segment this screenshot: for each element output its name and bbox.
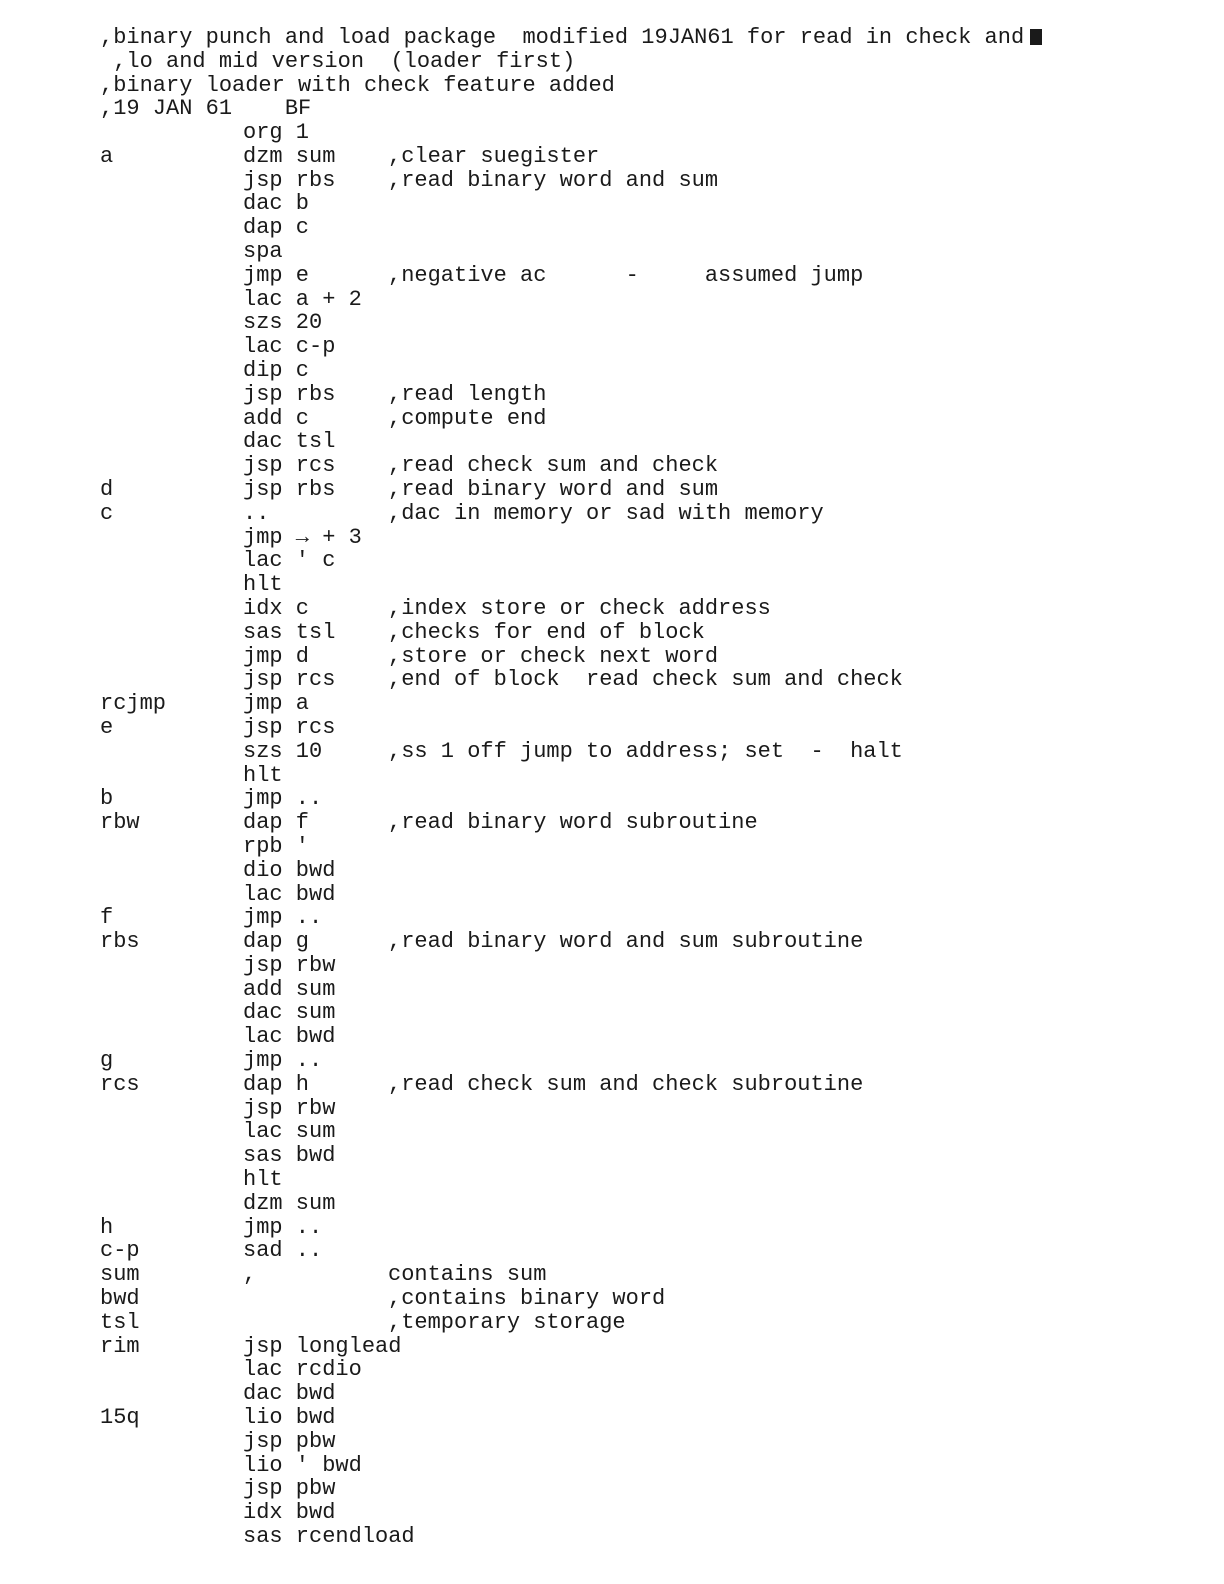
listing-row <box>0 859 1224 883</box>
row-comment: ,read binary word and sum subroutine <box>388 929 864 955</box>
row-instruction: dap g <box>243 929 310 955</box>
row-instruction: dio bwd <box>243 857 336 883</box>
row-comment: ,store or check next word <box>388 643 719 669</box>
row-instruction: jmp .. <box>243 905 323 931</box>
listing-row <box>0 359 1224 383</box>
row-instruction: lac bwd <box>243 1024 336 1050</box>
listing-row <box>0 1073 1224 1097</box>
listing-row <box>0 216 1224 240</box>
listing-row <box>0 454 1224 478</box>
row-instruction: lio ' bwd <box>243 1452 362 1478</box>
row-label: f <box>100 905 114 931</box>
header-line-date: ,19 JAN 61 BF <box>100 96 312 122</box>
row-comment: ,temporary storage <box>388 1309 626 1335</box>
listing-row <box>0 1311 1224 1335</box>
row-instruction: jmp .. <box>243 1048 323 1074</box>
row-instruction: .. <box>243 500 270 526</box>
row-instruction: jmp .. <box>243 786 323 812</box>
row-instruction: jsp rbs <box>243 381 336 407</box>
row-label: rbs <box>100 929 140 955</box>
listing-row <box>0 954 1224 978</box>
row-instruction: hlt <box>243 762 283 788</box>
row-instruction: jmp e <box>243 262 310 288</box>
listing-row <box>0 478 1224 502</box>
listing-row <box>0 1168 1224 1192</box>
row-instruction: sas rcendload <box>243 1524 415 1550</box>
listing-row <box>0 978 1224 1002</box>
listing-row <box>0 621 1224 645</box>
listing-row <box>0 407 1224 431</box>
row-instruction: jsp rcs <box>243 714 336 740</box>
row-comment: ,read binary word and sum <box>388 476 719 502</box>
listing-row <box>0 549 1224 573</box>
row-instruction: dac tsl <box>243 429 336 455</box>
listing-row <box>0 526 1224 550</box>
listing-row <box>0 930 1224 954</box>
row-label: a <box>100 143 114 169</box>
row-instruction: dac b <box>243 191 310 217</box>
listing-row <box>0 1287 1224 1311</box>
row-comment: ,negative ac - assumed jump <box>388 262 864 288</box>
listing-row <box>0 1263 1224 1287</box>
row-instruction: jsp pbw <box>243 1428 336 1454</box>
row-instruction: idx c <box>243 595 310 621</box>
listing-row <box>0 668 1224 692</box>
row-instruction: sas tsl <box>243 619 336 645</box>
listing-row <box>0 716 1224 740</box>
row-instruction: rpb ' <box>243 833 310 859</box>
row-instruction: sas bwd <box>243 1143 336 1169</box>
listing-row <box>0 1358 1224 1382</box>
listing-row <box>0 192 1224 216</box>
row-instruction: jsp rbw <box>243 952 336 978</box>
listing-row <box>0 288 1224 312</box>
listing-row <box>0 597 1224 621</box>
code-listing <box>0 121 1224 1549</box>
row-instruction: dac bwd <box>243 1381 336 1407</box>
row-label: c-p <box>100 1238 140 1264</box>
row-comment: ,checks for end of block <box>388 619 705 645</box>
listing-row <box>0 145 1224 169</box>
listing-row <box>0 1382 1224 1406</box>
row-label: g <box>100 1048 114 1074</box>
listing-row <box>0 1192 1224 1216</box>
row-comment: ,index store or check address <box>388 595 771 621</box>
listing-row <box>0 1216 1224 1240</box>
row-comment: ,ss 1 off jump to address; set - halt <box>388 738 903 764</box>
listing-row <box>0 1144 1224 1168</box>
row-label: e <box>100 714 114 740</box>
row-instruction: dap h <box>243 1071 310 1097</box>
listing-row <box>0 645 1224 669</box>
row-instruction: jmp a <box>243 691 310 717</box>
listing-row <box>0 169 1224 193</box>
listing-row <box>0 1001 1224 1025</box>
row-instruction: add c <box>243 405 310 431</box>
listing-row <box>0 240 1224 264</box>
row-comment: ,clear suegister <box>388 143 600 169</box>
row-instruction: dac sum <box>243 1000 336 1026</box>
listing-row <box>0 740 1224 764</box>
listing-row <box>0 906 1224 930</box>
row-instruction: jmp .. <box>243 1214 323 1240</box>
row-instruction: lac ' c <box>243 548 336 574</box>
row-instruction: jmp → + 3 <box>243 524 362 550</box>
row-comment: contains sum <box>388 1262 547 1288</box>
listing-row <box>0 121 1224 145</box>
ink-mark-icon <box>1030 29 1042 45</box>
row-comment: ,contains binary word <box>388 1286 666 1312</box>
listing-row <box>0 1120 1224 1144</box>
row-instruction: lac a + 2 <box>243 286 362 312</box>
row-label: rbw <box>100 810 140 836</box>
row-comment: ,dac in memory or sad with memory <box>388 500 824 526</box>
row-comment: ,read binary word subroutine <box>388 810 758 836</box>
listing-row <box>0 502 1224 526</box>
listing-row <box>0 1525 1224 1549</box>
row-comment: ,read check sum and check <box>388 453 719 479</box>
row-instruction: org 1 <box>243 120 310 145</box>
row-label: rcs <box>100 1071 140 1097</box>
row-instruction: , <box>243 1262 257 1288</box>
listing-row <box>0 1239 1224 1263</box>
listing-row <box>0 573 1224 597</box>
row-label: sum <box>100 1262 140 1288</box>
header-line-title <box>100 26 1210 50</box>
row-instruction: jsp pbw <box>243 1476 336 1502</box>
row-instruction: dap f <box>243 810 310 836</box>
row-instruction: sad .. <box>243 1238 323 1264</box>
listing-row <box>0 335 1224 359</box>
header-line-feature: ,binary loader with check feature added <box>100 72 615 98</box>
listing-row <box>0 311 1224 335</box>
listing-row <box>0 430 1224 454</box>
listing-row <box>0 264 1224 288</box>
row-instruction: dzm sum <box>243 143 336 169</box>
listing-row <box>0 383 1224 407</box>
listing-row <box>0 1097 1224 1121</box>
row-label: d <box>100 476 114 502</box>
row-instruction: dip c <box>243 357 310 383</box>
row-comment: ,read check sum and check subroutine <box>388 1071 864 1097</box>
listing-row <box>0 764 1224 788</box>
row-instruction: jmp d <box>243 643 310 669</box>
row-instruction: szs 20 <box>243 310 323 336</box>
row-label: tsl <box>100 1309 140 1335</box>
row-label: b <box>100 786 114 812</box>
row-instruction: spa <box>243 238 283 264</box>
row-label: rim <box>100 1333 140 1359</box>
row-label: 15q <box>100 1405 140 1431</box>
row-comment: ,end of block read check sum and check <box>388 667 903 693</box>
row-instruction: jsp rcs <box>243 667 336 693</box>
row-instruction: hlt <box>243 572 283 598</box>
row-label: rcjmp <box>100 691 167 717</box>
row-instruction: add sum <box>243 976 336 1002</box>
listing-row <box>0 1335 1224 1359</box>
listing-row <box>0 1049 1224 1073</box>
row-label: bwd <box>100 1286 140 1312</box>
listing-row <box>0 1454 1224 1478</box>
row-label: h <box>100 1214 114 1240</box>
row-instruction: jsp rbs <box>243 476 336 502</box>
listing-row <box>0 1025 1224 1049</box>
row-instruction: jsp rbs <box>243 167 336 193</box>
row-instruction: idx bwd <box>243 1500 336 1526</box>
row-instruction: dzm sum <box>243 1190 336 1216</box>
listing-row <box>0 1477 1224 1501</box>
row-label: c <box>100 500 114 526</box>
listing-header <box>100 26 1210 121</box>
listing-row <box>0 1406 1224 1430</box>
row-instruction: lac bwd <box>243 881 336 907</box>
row-comment: ,read binary word and sum <box>388 167 719 193</box>
row-instruction: jsp longlead <box>243 1333 402 1359</box>
row-instruction: lac rcdio <box>243 1357 362 1383</box>
row-comment: ,read length <box>388 381 547 407</box>
row-instruction: lac sum <box>243 1119 336 1145</box>
listing-row <box>0 883 1224 907</box>
row-instruction: jsp rcs <box>243 453 336 479</box>
row-instruction: jsp rbw <box>243 1095 336 1121</box>
row-instruction: lio bwd <box>243 1405 336 1431</box>
row-instruction: dap c <box>243 215 310 241</box>
row-instruction: szs 10 <box>243 738 323 764</box>
row-comment: ,compute end <box>388 405 547 431</box>
listing-row <box>0 835 1224 859</box>
listing-row <box>0 811 1224 835</box>
listing-row <box>0 1501 1224 1525</box>
listing-row <box>0 1430 1224 1454</box>
row-instruction: lac c-p <box>243 334 336 360</box>
row-instruction: hlt <box>243 1167 283 1193</box>
header-line-text: ,binary punch and load package modified 19JAN61 for read in check and <box>100 25 1025 50</box>
listing-row <box>0 692 1224 716</box>
listing-row <box>0 787 1224 811</box>
header-line-version: ,lo and mid version (loader first) <box>100 48 576 74</box>
